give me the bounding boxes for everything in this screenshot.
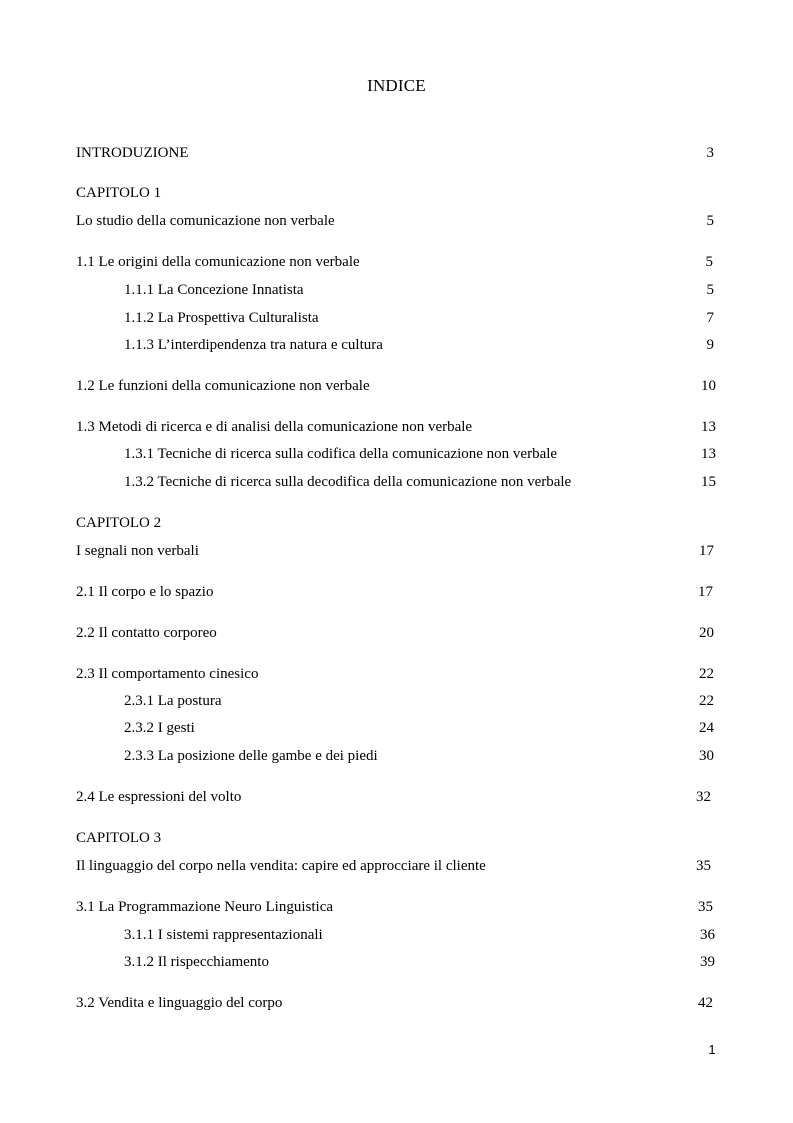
toc-entry-2-4[interactable] <box>76 787 716 807</box>
toc-entry-2-2[interactable] <box>76 623 716 643</box>
toc-entry-3-1-2[interactable] <box>76 952 716 972</box>
toc-entry-2-1[interactable] <box>76 582 716 602</box>
toc-entry-page: 35 <box>698 899 713 915</box>
toc-entry-label: Lo studio della comunicazione non verbale <box>76 213 335 229</box>
toc-entry-label: 2.3.3 La posizione delle gambe e dei piedi <box>124 748 378 764</box>
toc-entry-page: 5 <box>706 213 714 229</box>
toc-entry-1-1-3[interactable] <box>76 335 716 355</box>
toc-chapter-heading-2 <box>76 513 716 533</box>
toc-entry-label: CAPITOLO 3 <box>76 830 162 846</box>
toc-entry-1-1-2[interactable] <box>76 308 716 328</box>
toc-chapter-heading-3 <box>76 828 716 848</box>
toc-entry-label: 3.1.2 Il rispecchiamento <box>124 954 269 970</box>
toc-entry-1-1-1[interactable] <box>76 280 716 300</box>
toc-entry-label: CAPITOLO 2 <box>76 515 162 531</box>
toc-entry-label: INTRODUZIONE <box>76 145 189 161</box>
toc-entry-1-3-2[interactable] <box>76 472 716 492</box>
toc-entry-page: 22 <box>699 693 714 709</box>
toc-entry-page: 22 <box>699 666 714 682</box>
toc-entry-chapter-1-title[interactable] <box>76 211 716 231</box>
toc-entry-chapter-2-title[interactable] <box>76 541 716 561</box>
toc-entry-3-1[interactable] <box>76 897 716 917</box>
toc-entry-page: 39 <box>700 954 715 970</box>
toc-entry-label: 1.1 Le origini della comunicazione non verbale <box>76 254 360 270</box>
toc-entry-label: 1.3.2 Tecniche di ricerca sulla decodifica della comunicazione non verbale <box>124 474 572 490</box>
toc-entry-1-2[interactable] <box>76 376 716 396</box>
toc-entry-label: 2.3.2 I gesti <box>124 720 195 736</box>
toc-entry-1-1[interactable] <box>76 252 716 272</box>
toc-entry-page: 35 <box>696 858 711 874</box>
toc-entry-label: 1.3.1 Tecniche di ricerca sulla codifica della comunicazione non verbale <box>124 446 558 462</box>
toc-entry-page: 36 <box>700 927 715 943</box>
toc-entry-2-3-3[interactable] <box>76 746 716 766</box>
toc-entry-label: 2.3.1 La postura <box>124 693 222 709</box>
toc-entry-page: 5 <box>705 254 713 270</box>
toc-entry-label: 3.1.1 I sistemi rappresentazionali <box>124 927 323 943</box>
toc-entry-label: 2.1 Il corpo e lo spazio <box>76 584 214 600</box>
toc-entry-label: 1.2 Le funzioni della comunicazione non verbale <box>76 378 370 394</box>
toc-entry-chapter-3-title[interactable] <box>76 856 716 876</box>
toc-entry-label: 3.1 La Programmazione Neuro Linguistica <box>76 899 334 915</box>
toc-entry-page: 30 <box>699 748 714 764</box>
toc-chapter-heading-1 <box>76 183 716 203</box>
toc-entry-page: 17 <box>699 543 714 559</box>
page-number: 1 <box>708 1042 716 1057</box>
toc-entry-page: 32 <box>696 789 711 805</box>
page-title: INDICE <box>367 76 426 95</box>
toc-entry-page: 7 <box>706 310 714 326</box>
toc-entry-page: 15 <box>701 474 716 490</box>
toc-entry-page: 13 <box>701 419 716 435</box>
toc-entry-3-1-1[interactable] <box>76 925 716 945</box>
toc-entry-label: CAPITOLO 1 <box>76 185 162 201</box>
toc-entry-page: 42 <box>698 995 713 1011</box>
toc-entry-label: 1.1.3 L’interdipendenza tra natura e cultura <box>124 337 383 353</box>
toc-entry-label: 1.3 Metodi di ricerca e di analisi della comunicazione non verbale <box>76 419 473 435</box>
toc-entry-1-3[interactable] <box>76 417 716 437</box>
toc-entry-page: 17 <box>698 584 713 600</box>
toc-entry-page: 10 <box>701 378 716 394</box>
toc-entry-2-3-2[interactable] <box>76 718 716 738</box>
toc-entry-label: 1.1.2 La Prospettiva Culturalista <box>124 310 319 326</box>
toc-entry-label: 1.1.1 La Concezione Innatista <box>124 282 304 298</box>
toc-entry-page: 5 <box>706 282 714 298</box>
toc-entry-label: 2.3 Il comportamento cinesico <box>76 666 259 682</box>
toc-entry-label: I segnali non verbali <box>76 543 199 559</box>
toc-entry-page: 24 <box>699 720 714 736</box>
toc-entry-page: 3 <box>706 145 714 161</box>
toc-entry-label: 2.2 Il contatto corporeo <box>76 625 217 641</box>
toc-entry-label: 3.2 Vendita e linguaggio del corpo <box>76 995 283 1011</box>
toc-entry-page: 9 <box>706 337 714 353</box>
toc-entry-2-3[interactable] <box>76 664 716 684</box>
toc-entry-1-3-1[interactable] <box>76 444 716 464</box>
toc-entry-label: 2.4 Le espressioni del volto <box>76 789 242 805</box>
toc-entry-2-3-1[interactable] <box>76 691 716 711</box>
toc-entry-page: 20 <box>699 625 714 641</box>
toc-entry-page: 13 <box>701 446 716 462</box>
toc-entry-3-2[interactable] <box>76 993 716 1013</box>
toc-entry-introduzione[interactable] <box>76 143 716 163</box>
toc-entry-label: Il linguaggio del corpo nella vendita: capire ed approcciare il cliente <box>76 858 486 874</box>
